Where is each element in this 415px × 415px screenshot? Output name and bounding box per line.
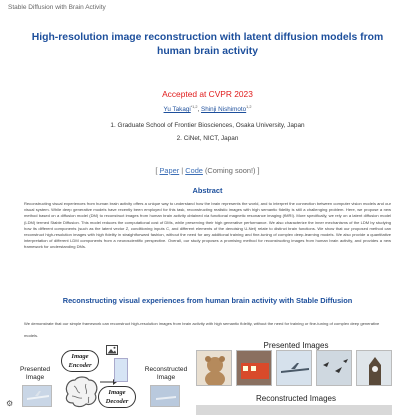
links-coming-soon: (Coming soon!) ]: [202, 166, 260, 175]
presented-teddy-bear-image: [196, 350, 232, 386]
presented-airplane-image: [276, 350, 312, 386]
presented-image-thumb: [22, 385, 52, 407]
author-1-affil: *1,2: [190, 105, 198, 109]
section-heading: Reconstructing visual experiences from human brain activity with Stable Diffusion: [62, 296, 353, 305]
paper-link[interactable]: Paper: [159, 166, 180, 175]
image-decoder-block: Image Decoder: [98, 386, 136, 408]
site-title[interactable]: Stable Diffusion with Brain Activity: [8, 4, 106, 11]
picture-icon: [106, 345, 118, 355]
links-open: [: [155, 166, 160, 175]
author-link-2[interactable]: Shinji Nishimoto: [201, 106, 247, 114]
presented-images-heading: Presented Images: [263, 341, 329, 350]
latent-block: [114, 358, 128, 382]
section-text: We demonstrate that our simple framework can reconstruct high-resolution images from brain activity with high semantic fidelity, without the need for training or fine-tuning of complex deep generative models.: [24, 321, 380, 338]
abstract-heading: Abstract: [192, 186, 223, 195]
reconstructed-image-thumb: [150, 385, 180, 407]
accepted-badge: Accepted at CVPR 2023: [162, 89, 253, 99]
reconstructed-images-heading: Reconstructed Images: [255, 394, 337, 403]
reconstructed-images-strip: [196, 405, 392, 415]
brain-icon: [62, 374, 100, 410]
page-title: High-resolution image reconstruction with latent diffusion models from human brain activity: [31, 32, 384, 57]
author-list: [0, 105, 415, 113]
abstract-text: Reconstructing visual experiences from human brain activity offers a unique way to understand how the brain represents the world, and to interpret the connection between computer vision models and our visual system. While deep generative models have recently been employed for this task, reconstructing realistic images with high semantic fidelity is still a challenging problem. Here, we propose a new method based on a diffusion model (DM) to reconstruct images from human brain activity obtained via functional magnetic resonance imaging (fMRI). More specifically, we rely on a latent diffusion model (LDM) termed Stable Diffusion. This model reduces the computational cost of DMs, while preserving their high generative performance. We also characterize the inner mechanisms of the LDM by studying how its different components (such as the latent vector Z, conditioning inputs C, and different elements of the denoising U-Net) relate to distinct brain functions. We show that our proposed method can reconstruct high-resolution images with high fidelity in straightforward fashion, without the need for any additional training and fine-tuning of complex deep-learning models. We also provide a quantitative interpretation of different LDM components from a neuroscientific perspective. Overall, our study proposes a promising method for reconstructing images from human brain activity, and provides a new framework for understanding DMs.: [24, 201, 391, 250]
links-row: [0, 166, 415, 175]
affiliation-2: 2. CiNet, NICT, Japan: [176, 135, 239, 142]
author-separator: ,: [197, 106, 202, 114]
code-link[interactable]: Code: [185, 166, 203, 175]
reconstructed-image-label: Reconstructed Image: [144, 366, 188, 381]
author-link-1[interactable]: Yu Takagi: [163, 106, 191, 114]
presented-train-image: [236, 350, 272, 386]
presented-image-label: Presented Image: [19, 366, 51, 381]
method-diagram: [0, 342, 415, 415]
links-sep: |: [179, 166, 186, 175]
presented-clocktower-image: [356, 350, 392, 386]
gear-icon[interactable]: ⚙: [6, 399, 14, 408]
image-encoder-block: Image Encoder: [61, 350, 99, 372]
affiliation-1: 1. Graduate School of Frontier Biosciences, Osaka University, Japan: [110, 122, 305, 129]
author-2-affil: 1,2: [246, 105, 252, 109]
presented-birds-image: [316, 350, 352, 386]
